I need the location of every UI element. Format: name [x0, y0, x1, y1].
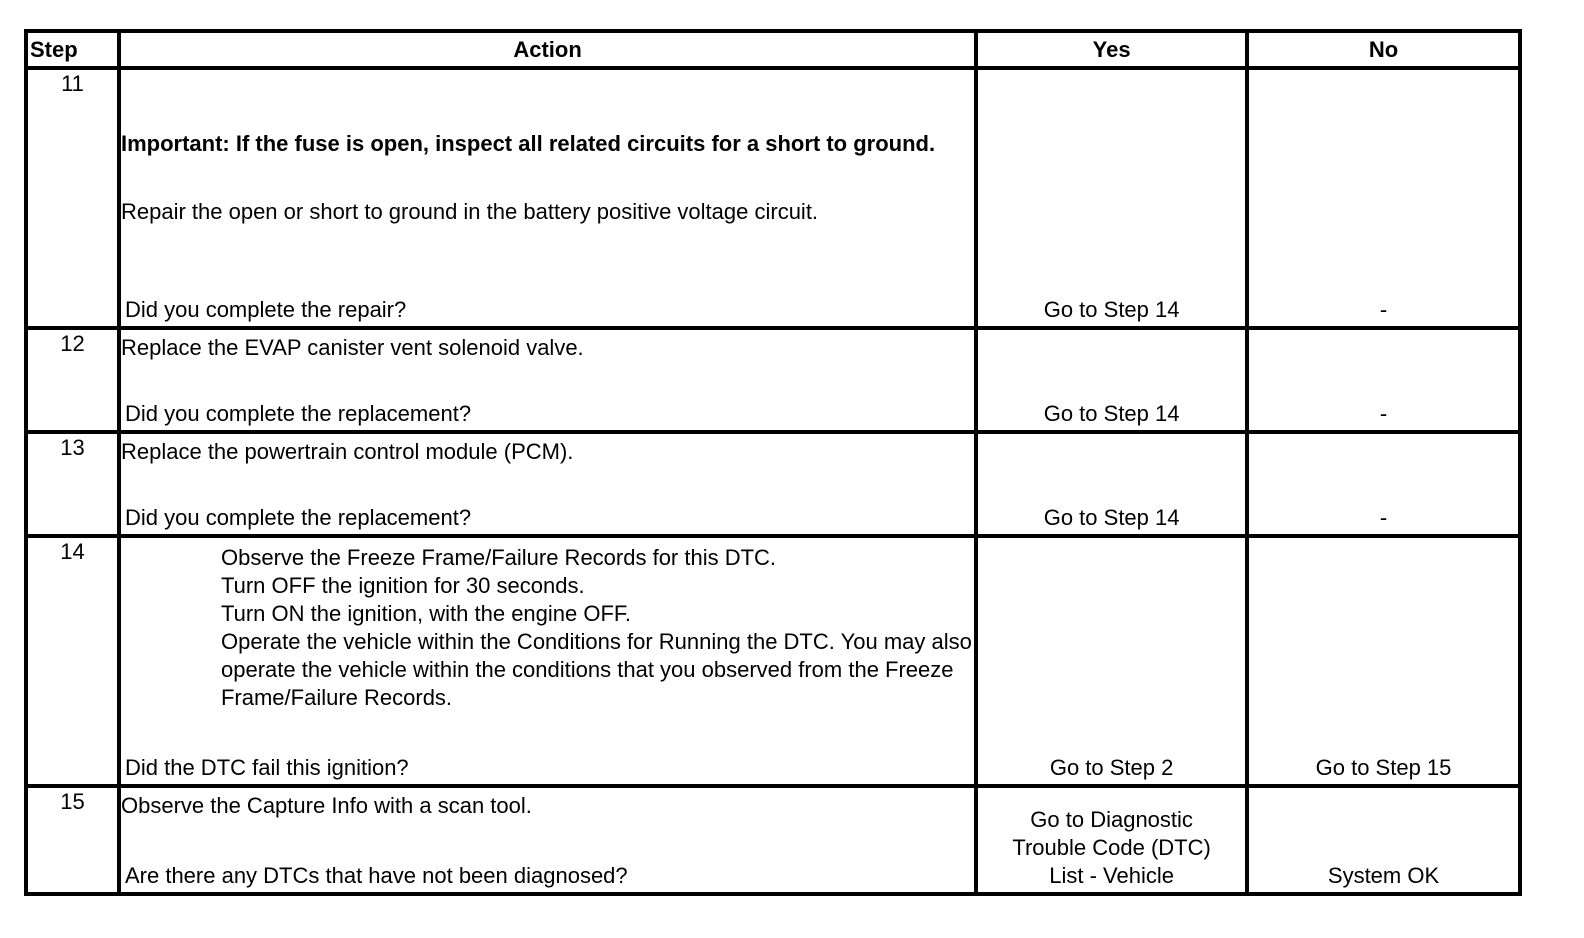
yes-cell — [976, 68, 1247, 328]
table-row-step-14 — [26, 536, 1520, 786]
table-row-step-12 — [26, 328, 1520, 432]
table-row-step-15 — [26, 786, 1520, 894]
action-step-item: Turn ON the ignition, with the engine OFF. — [220, 601, 632, 626]
action-question: Did you complete the replacement? — [124, 505, 472, 530]
header-action: Action — [119, 31, 976, 68]
action-step-item: Operate the vehicle within the Conditions for Running the DTC. You may also operate the vehicle within the conditions that you observed from the Freeze Frame/Failure Records. — [220, 629, 972, 710]
table-header-row — [26, 31, 1520, 68]
no-result: Go to Step 15 — [1315, 755, 1452, 780]
action-instruction: Replace the powertrain control module (PCM). — [120, 439, 574, 464]
action-question: Did you complete the replacement? — [124, 401, 472, 426]
yes-cell — [976, 786, 1247, 894]
action-instruction: Observe the Capture Info with a scan tool. — [120, 793, 532, 818]
yes-cell — [976, 328, 1247, 432]
action-question: Did the DTC fail this ignition? — [124, 755, 409, 780]
header-yes: Yes — [976, 31, 1247, 68]
action-instruction: Replace the EVAP canister vent solenoid valve. — [120, 335, 584, 360]
no-cell — [1247, 536, 1520, 786]
action-cell — [119, 786, 976, 894]
no-cell — [1247, 786, 1520, 894]
step-number: 12 — [26, 328, 119, 432]
yes-result: Go to Step 2 — [1049, 755, 1174, 780]
no-result: - — [1379, 505, 1388, 530]
header-step: Step — [26, 31, 119, 68]
action-cell — [119, 432, 976, 536]
action-instruction: Repair the open or short to ground in the battery positive voltage circuit. — [120, 199, 819, 224]
action-cell — [119, 328, 976, 432]
yes-result: Go to Step 14 — [1043, 401, 1180, 426]
no-cell — [1247, 328, 1520, 432]
table-row-step-13 — [26, 432, 1520, 536]
diagnostic-table — [24, 29, 1522, 896]
yes-result: Go to Diagnostic Trouble Code (DTC) List - Vehicle — [1012, 807, 1211, 888]
no-cell — [1247, 68, 1520, 328]
action-cell — [119, 536, 976, 786]
no-result: - — [1379, 297, 1388, 322]
action-question: Are there any DTCs that have not been diagnosed? — [124, 863, 628, 888]
yes-result: Go to Step 14 — [1043, 505, 1180, 530]
step-number: 11 — [26, 68, 119, 328]
yes-cell — [976, 432, 1247, 536]
yes-result: Go to Step 14 — [1043, 297, 1180, 322]
step-number: 13 — [26, 432, 119, 536]
action-cell — [119, 68, 976, 328]
important-note: Important: If the fuse is open, inspect all related circuits for a short to ground. — [120, 131, 936, 156]
action-question: Did you complete the repair? — [124, 297, 407, 322]
no-result: - — [1379, 401, 1388, 426]
step-number: 14 — [26, 536, 119, 786]
step-number: 15 — [26, 786, 119, 894]
no-cell — [1247, 432, 1520, 536]
no-result: System OK — [1327, 863, 1440, 888]
action-step-item: Turn OFF the ignition for 30 seconds. — [220, 573, 585, 598]
yes-cell — [976, 536, 1247, 786]
header-no: No — [1247, 31, 1520, 68]
table-row-step-11 — [26, 68, 1520, 328]
action-step-item: Observe the Freeze Frame/Failure Records for this DTC. — [220, 545, 777, 570]
diagnostic-table-container — [24, 29, 1522, 896]
action-step-list — [121, 544, 974, 712]
